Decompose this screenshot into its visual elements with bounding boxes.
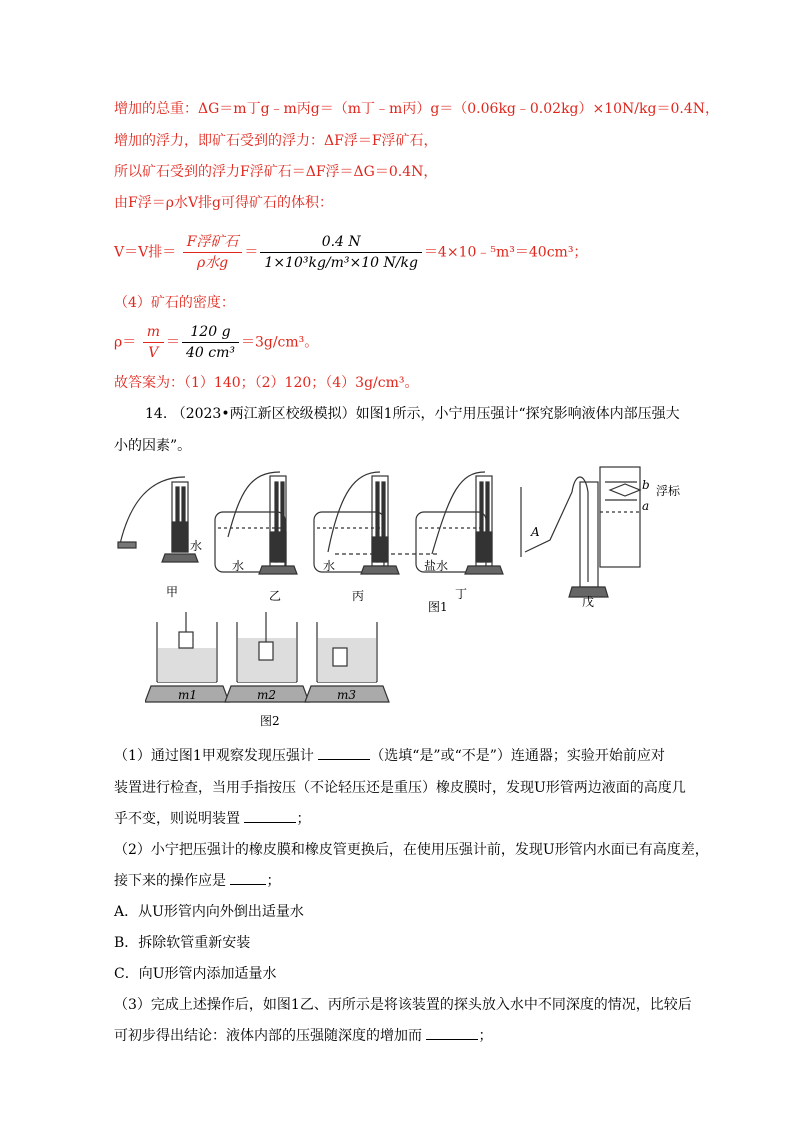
- solution-line-2: 增加的浮力，即矿石受到的浮力：ΔF浮＝F浮矿石，: [114, 133, 438, 149]
- question-stem-1: 14. （2023•两江新区校级模拟）如图1所示，小宁用压强计“探究影响液体内部压强大: [145, 406, 680, 422]
- label-m1: m1: [178, 688, 198, 702]
- solution-line-4: 由F浮＝ρ水V排g可得矿石的体积：: [114, 195, 334, 211]
- label-m3: m3: [337, 688, 357, 702]
- option-b: B．拆除软管重新安装: [114, 935, 251, 951]
- density-fraction-1: $\frac{m}{V}$: [143, 322, 164, 363]
- density-fraction-2: $\frac{120 g}{\text{40 cm³}}$: [182, 322, 239, 363]
- label-A: A: [531, 525, 540, 539]
- q2-line-2: 接下来的操作应是 ；: [114, 873, 281, 889]
- q3-line-2: 可初步得出结论：液体内部的压强随深度的增加而 ；: [114, 1028, 493, 1044]
- question-stem-2: 小的因素”。: [114, 438, 192, 454]
- option-a: A．从U形管内向外倒出适量水: [114, 904, 304, 920]
- volume-lhs: V＝V排＝: [114, 244, 177, 261]
- answer-blank-1[interactable]: [318, 759, 370, 760]
- q1-line-2: 装置进行检查，当用手指按压（不论轻压还是重压）橡皮膜时，发现U形管两边液面的高度几: [114, 780, 686, 796]
- label-b: b: [642, 478, 650, 492]
- answer-line: 故答案为：（1）140；（2）120；（4）3g/cm³。: [114, 375, 419, 391]
- solution-line-1: 增加的总重：ΔG＝m丁g﹣m丙g＝（m丁﹣m丙）g＝（0.06kg﹣0.02kg）×10N/kg＝0.4N，: [114, 101, 719, 117]
- solution-line-3: 所以矿石受到的浮力F浮矿石＝ΔF浮＝ΔG＝0.4N，: [114, 164, 438, 180]
- answer-blank-2[interactable]: [244, 822, 296, 823]
- fig1-label-bing: 丙: [352, 589, 365, 603]
- fig1-label-ding: 丁: [455, 587, 468, 601]
- volume-formula: V＝V排＝ $\frac{\text{F浮矿石}}{\text{ρ水g}}$ ＝ $\frac{0.4 N}{\text{1×10³kg/m³×10 N/kg}}$ ＝4×10﹣⁵m³＝40cm³；: [114, 234, 588, 271]
- density-result: ＝3g/cm³。: [240, 334, 319, 351]
- label-a: a: [642, 499, 650, 513]
- gauge-jia: [118, 477, 198, 562]
- answer-blank-4[interactable]: [426, 1039, 478, 1040]
- q3-line-1: （3）完成上述操作后，如图1乙、丙所示是将该装置的探头放入水中不同深度的情况，比较后: [114, 997, 692, 1013]
- label-water-yi: 水: [232, 559, 245, 573]
- volume-result: ＝4×10﹣⁵m³＝40cm³；: [423, 244, 588, 261]
- option-c: C．向U形管内添加适量水: [114, 966, 277, 982]
- fig1-label-wu: 戊: [582, 595, 595, 609]
- volume-fraction-2: $\frac{0.4 N}{\text{1×10³kg/m³×10 N/kg}}$: [260, 232, 422, 273]
- density-lhs: ρ＝: [114, 334, 137, 351]
- answer-blank-3[interactable]: [230, 884, 266, 885]
- fig1-label-jia: 甲: [166, 585, 179, 599]
- fig1-label-yi: 乙: [269, 589, 282, 603]
- label-saltwater: 盐水: [424, 559, 449, 573]
- gauge-yi: [215, 472, 297, 574]
- volume-fraction-1: $\frac{\text{F浮矿石}}{\text{ρ水g}}$: [183, 232, 243, 273]
- label-water-jia: 水: [190, 539, 203, 553]
- solution-line-6: （4）矿石的密度：: [114, 295, 235, 311]
- fig1-caption: 图1: [428, 600, 448, 614]
- label-water-bing: 水: [323, 559, 336, 573]
- label-m2: m2: [257, 688, 277, 702]
- q1-line-3: 乎不变，则说明装置 ；: [114, 811, 311, 827]
- q1-line-1: （1）通过图1甲观察发现压强计 （选填“是”或“不是”）连通器；实验开始前应对: [114, 748, 665, 764]
- fig2-caption: 图2: [260, 714, 280, 728]
- density-formula: ρ＝ $\frac{m}{V}$ ＝ $\frac{120 g}{\text{40 cm³}}$ ＝3g/cm³。: [114, 324, 319, 361]
- label-float: 浮标: [656, 484, 681, 498]
- q2-line-1: （2）小宁把压强计的橡皮膜和橡皮管更换后，在使用压强计前，发现U形管内水面已有高度差，: [114, 842, 709, 858]
